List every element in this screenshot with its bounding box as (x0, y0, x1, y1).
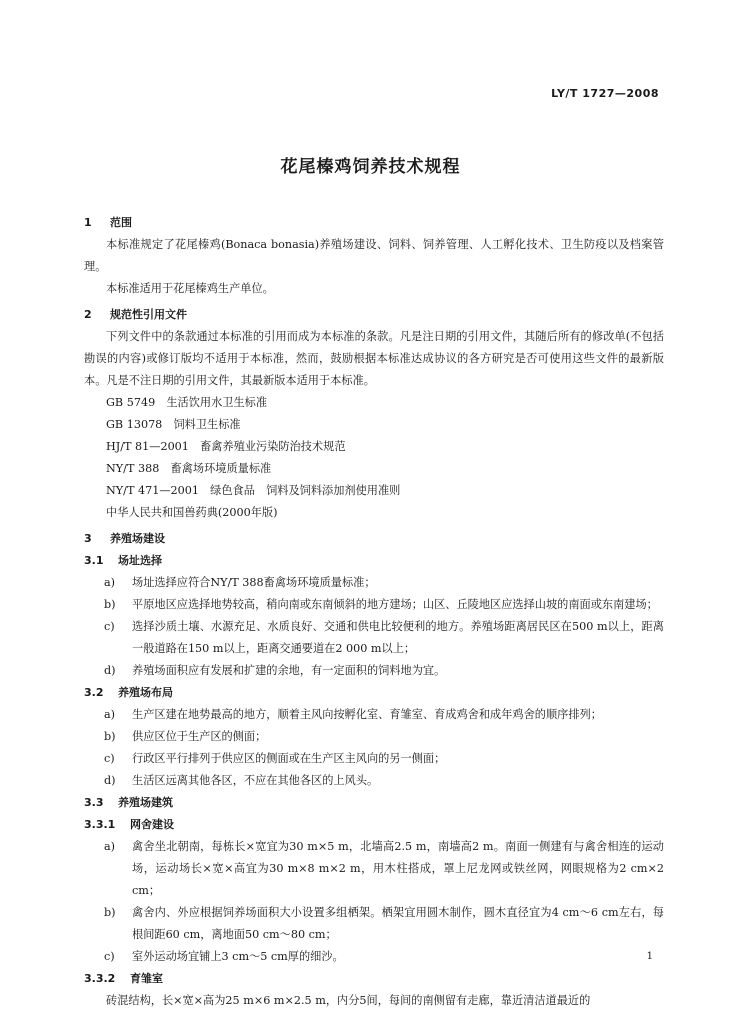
list-marker: a) (104, 708, 116, 721)
standard-code: LY/T 1727—2008 (551, 87, 659, 100)
document-body (84, 208, 664, 1012)
list-item (84, 704, 664, 726)
subsubsection-heading-3-3-2 (84, 968, 664, 990)
paragraph: 砖混结构，长×宽×高为25 m×6 m×2.5 m，内分5间，每间的南侧留有走廊，靠近清洁道最近的 (106, 994, 591, 1007)
subsection-number: 3.1 (84, 554, 104, 567)
list-item (84, 594, 664, 616)
section-heading-3 (84, 528, 664, 550)
paragraph: 本标准适用于花尾榛鸡生产单位。 (106, 282, 274, 295)
list-text: 选择沙质土壤、水源充足、水质良好、交通和供电比较便利的地方。养殖场距离居民区在500 m以上，距离一般道路在150 m以上，距离交通要道在2 000 m以上； (132, 620, 664, 655)
list-item (84, 770, 664, 792)
list-item (84, 572, 664, 594)
reference-item: GB 13078 饲料卫生标准 (106, 418, 241, 431)
list-item (84, 616, 664, 660)
subsection-title: 场址选择 (118, 554, 162, 567)
list-marker: d) (104, 664, 116, 677)
reference-item: 中华人民共和国兽药典(2000年版) (106, 506, 278, 519)
subsubsection-number: 3.3.1 (84, 818, 116, 831)
list-text: 供应区位于生产区的侧面； (132, 730, 267, 743)
section-heading-1 (84, 212, 664, 234)
list-marker: c) (104, 950, 115, 963)
list-item (84, 726, 664, 748)
list-marker: b) (104, 598, 116, 611)
subsection-heading-3-2 (84, 682, 664, 704)
list-text: 养殖场面积应有发展和扩建的余地，有一定面积的饲料地为宜。 (132, 664, 446, 677)
paragraph: 下列文件中的条款通过本标准的引用而成为本标准的条款。凡是注日期的引用文件，其随后所有的修改单(不包括勘误的内容)或修订版均不适用于本标准，然而，鼓励根据本标准达成协议的各方研究是否可使用这些文件的最新版本。凡是不注日期的引用文件，其最新版本适用于本标准。 (84, 330, 664, 387)
page-number: 1 (646, 951, 653, 962)
list-text: 平原地区应选择地势较高，稍向南或东南倾斜的地方建场；山区、丘陵地区应选择山坡的南面或东南建场； (132, 598, 658, 611)
list-text: 禽舍内、外应根据饲养场面积大小设置多组栖架。栖架宜用圆木制作，圆木直径宜为4 cm～6 cm左右，每根间距60 cm，离地面50 cm～80 cm； (132, 906, 664, 941)
list-item (84, 946, 664, 968)
list-item (84, 748, 664, 770)
list-marker: c) (104, 620, 115, 633)
list-item (84, 660, 664, 682)
list-text: 生产区建在地势最高的地方，顺着主风向按孵化室、育雏室、育成鸡舍和成年鸡舍的顺序排列； (132, 708, 602, 721)
subsubsection-number: 3.3.2 (84, 972, 116, 985)
reference-item: HJ/T 81—2001 畜禽养殖业污染防治技术规范 (106, 440, 346, 453)
list-text: 禽舍坐北朝南，每栋长×宽宜为30 m×5 m，北墙高2.5 m，南墙高2 m。南面一侧建有与禽舍相连的运动场，运动场长×宽×高宜为30 m×8 m×2 m，用木柱搭成，罩上尼龙网或铁丝网，网眼规格为2 cm×2 cm； (132, 840, 664, 897)
subsection-title: 养殖场建筑 (118, 796, 173, 809)
list-marker: b) (104, 730, 116, 743)
subsubsection-title: 育雏室 (130, 972, 163, 985)
reference-item: NY/T 388 畜禽场环境质量标准 (106, 462, 272, 475)
section-title: 规范性引用文件 (110, 308, 187, 321)
subsubsection-heading-3-3-1 (84, 814, 664, 836)
section-number: 2 (84, 308, 92, 321)
subsection-heading-3-3 (84, 792, 664, 814)
list-marker: d) (104, 774, 116, 787)
subsection-title: 养殖场布局 (118, 686, 173, 699)
list-text: 行政区平行排列于供应区的侧面或在生产区主风向的另一侧面； (132, 752, 446, 765)
section-number: 1 (84, 216, 92, 229)
subsubsection-title: 网舍建设 (130, 818, 174, 831)
list-marker: a) (104, 576, 116, 589)
reference-item: NY/T 471—2001 绿色食品 饲料及饲料添加剂使用准则 (106, 484, 401, 497)
subsection-heading-3-1 (84, 550, 664, 572)
list-text: 场址选择应符合NY/T 388畜禽场环境质量标准； (132, 576, 376, 589)
list-text: 生活区远离其他各区，不应在其他各区的上风头。 (132, 774, 379, 787)
list-marker: c) (104, 752, 115, 765)
document-title: 花尾榛鸡饲养技术规程 (280, 157, 461, 177)
section-title: 养殖场建设 (110, 532, 165, 545)
list-item (84, 836, 664, 902)
list-item (84, 902, 664, 946)
subsection-number: 3.2 (84, 686, 104, 699)
list-marker: a) (104, 840, 116, 853)
subsection-number: 3.3 (84, 796, 104, 809)
paragraph: 本标准规定了花尾榛鸡(Bonaca bonasia)养殖场建设、饲料、饲养管理、人工孵化技术、卫生防疫以及档案管理。 (84, 238, 664, 273)
section-number: 3 (84, 532, 92, 545)
section-title: 范围 (110, 216, 132, 229)
section-heading-2 (84, 304, 664, 326)
list-marker: b) (104, 906, 116, 919)
list-text: 室外运动场宜铺上3 cm～5 cm厚的细沙。 (132, 950, 344, 963)
reference-item: GB 5749 生活饮用水卫生标准 (106, 396, 268, 409)
